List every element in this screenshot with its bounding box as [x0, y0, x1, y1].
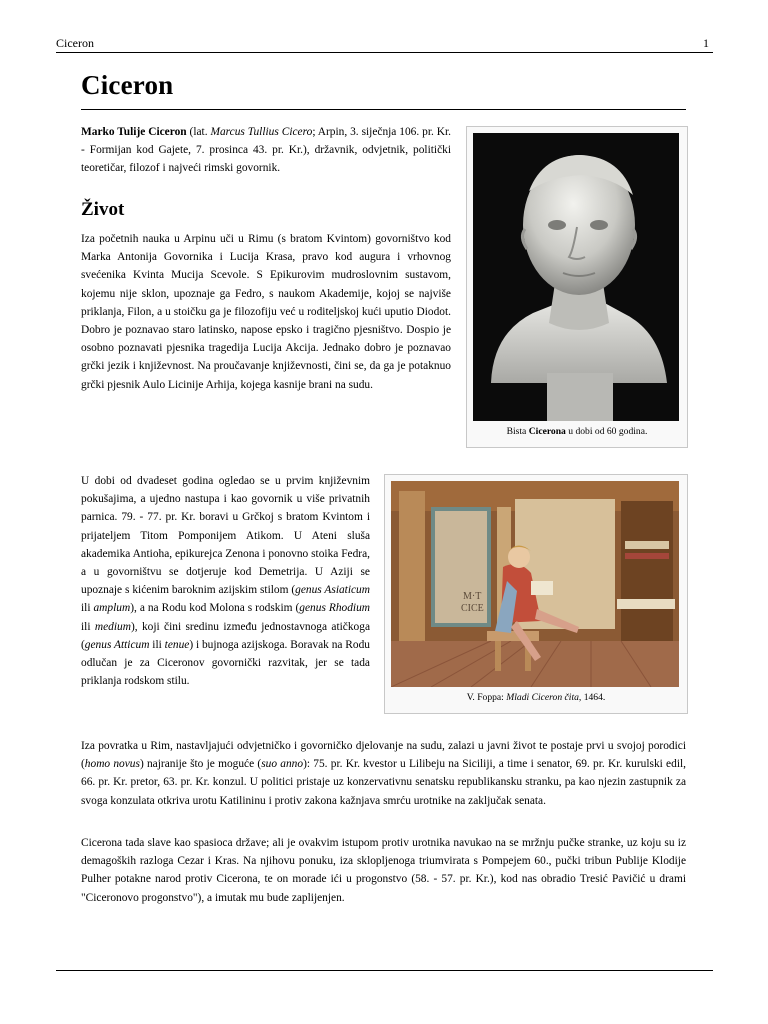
- running-title: Ciceron: [56, 36, 94, 50]
- article-title: Ciceron: [81, 70, 174, 100]
- caption-2-italic: Mladi Ciceron čita: [506, 692, 579, 703]
- paragraph-4: Cicerona tada slave kao spasioca države; ali je ovakvim istupom protiv urotnika navukao na se mržnju pučke stranke, uz koju su iz demagoških razloga Cezar i Kras. Na njihovu ponuku, iza sklopljenoga triumvirata s Pompejem 60., pučki tribun Publije Klodije Pulher potakne narod protiv Cicerona, te on morade ići u progonstvo (58. - 57. pr. Kr.), kod nas obradio Tresić Pavičić u drami "Ciceronovo progonstvo"), a imutak mu bude zaplijenjen.: [81, 837, 686, 904]
- running-header: [56, 36, 713, 53]
- figure-bust: [466, 126, 688, 448]
- p3-text-1: Iza povratka u Rim, nastavljajući odvjetničko i govorničko djelovanje na sudu, zalazi u javni život te postaje prvi u svojoj porodici (: [81, 740, 686, 771]
- paragraph-3: [81, 737, 686, 810]
- paragraph-2: [81, 472, 370, 690]
- inscription-line-2: CICE: [461, 603, 484, 614]
- p2-text-4: ili: [81, 620, 95, 633]
- caption-1-pre: Bista: [506, 426, 529, 437]
- intro-paragraph: [81, 123, 451, 178]
- footer-divider: [56, 970, 713, 971]
- p2-italic-3: genus Rhodium: [299, 602, 370, 615]
- p3-italic-2: suo anno: [261, 758, 304, 771]
- p2-text-7: ) i bujnoga azijskoga. Boravak na Rodu odlučan je za Ciceronov govornički razvitak, jer se tada priklanja rodskom stilu.: [81, 638, 370, 688]
- intro-text-2: ; Arpin, 3. siječnja 106. pr. Kr. - Formijan kod Gajete, 7. prosinca 43. pr. Kr.), državnik, odvjetnik, politički teoretičar, filozof i najveći rimski govornik.: [81, 126, 451, 175]
- caption-1-post: u dobi od 60 godina.: [565, 426, 648, 437]
- zivot-paragraph-1: Iza početnih nauka u Arpinu uči u Rimu (s bratom Kvintom) govorništvo kod Marka Antonija Govornika i Lucija Krasa, pravo kod augura i vrhovnog svećenika Kvinta Mucija Scevole. S Epikurovim mudroslovnim sustavom, kojemu nije sklon, upoznaje ga Fedro, s naukom Akademije, kojoj se najviše priklanja, Filon, a u stoičku ga je filozofiju već u roditeljskoj kući uputio Diodot. Dobro je poznavao staro latinsko, napose epsko i tragično pjesništvo. Dospio je osobno poznavati pjesnika tragedija Lucija Akcija. Jednako dobro je poznavao grčki jezik i književnost. Na proučavanje književnosti, čini se, da ga je potaknuo grčki pjesnik Aulo Licinije Arhija, kojega kasnije brani na sudu.: [81, 233, 451, 391]
- p2-text-1: U dobi od dvadeset godina ogledao se u prvim književnim pokušajima, a ujedno nastupa i kao govornik u više privatnih parnica. 79. - 77. pr. Kr. boravi u Grčkoj s bratom Kvintom i prijateljem Titom Pomponijem Atikom. U Ateni sluša akademika Antioha, epikurejca Zenona i ponovno stoika Fedra, a u govorništvu se dotjeruje kod Demetrija. U Aziji se upoznaje s kićenim baroknim azijskim stilom (: [81, 475, 370, 597]
- caption-2-pre: V. Foppa:: [466, 692, 507, 703]
- page-number: 1: [703, 36, 709, 50]
- p2-text-6: ili: [149, 638, 165, 651]
- p2-italic-5: genus Atticum: [84, 638, 150, 651]
- p2-italic-4: medium: [94, 620, 131, 633]
- p3-text-2: ) najranije što je moguće (: [139, 758, 262, 771]
- p2-text-2: ili: [81, 602, 94, 615]
- painting-image: [391, 481, 679, 687]
- p3-italic-1: homo novus: [84, 758, 140, 771]
- p2-text-5: ), koji čini sredinu između jednostavnoga atičkoga (: [81, 620, 370, 651]
- section-heading-zivot: Život: [81, 199, 125, 220]
- figure-painting: [384, 474, 688, 714]
- caption-1-bold: Cicerona: [528, 426, 566, 437]
- title-divider: [81, 109, 686, 110]
- bust-image: [473, 133, 679, 421]
- p3-text-3: ): 75. pr. Kr. kvestor u Lilibeju na Siciliji, a time i senator, 69. pr. Kr. kurulski edil, 66. pr. Kr. pretor, 63. pr. Kr. konzul. U politici pristaje uz konzervativnu senatsku republikansku stranku, pa kao njezin zastupnik za svoga konzulata otkriva urotu Katilininu i protiv zakona kažnjava smrću urotnike na zaključak senata.: [81, 758, 686, 807]
- figure-bust-caption: [467, 426, 687, 437]
- p2-italic-6: tenue: [164, 638, 190, 651]
- intro-text-1: (lat.: [186, 126, 211, 138]
- intro-latin-name: Marcus Tullius Cicero: [210, 126, 313, 138]
- inscription-line-1: M·T: [463, 591, 482, 602]
- figure-painting-caption: [385, 692, 687, 703]
- p2-italic-2: amplum: [93, 602, 131, 615]
- p2-italic-1: genus Asiaticum: [295, 584, 370, 597]
- caption-2-post: , 1464.: [578, 692, 606, 703]
- intro-bold-name: Marko Tulije Ciceron: [81, 126, 187, 138]
- p2-text-3: ), a na Rodu kod Molona s rodskim (: [130, 602, 300, 615]
